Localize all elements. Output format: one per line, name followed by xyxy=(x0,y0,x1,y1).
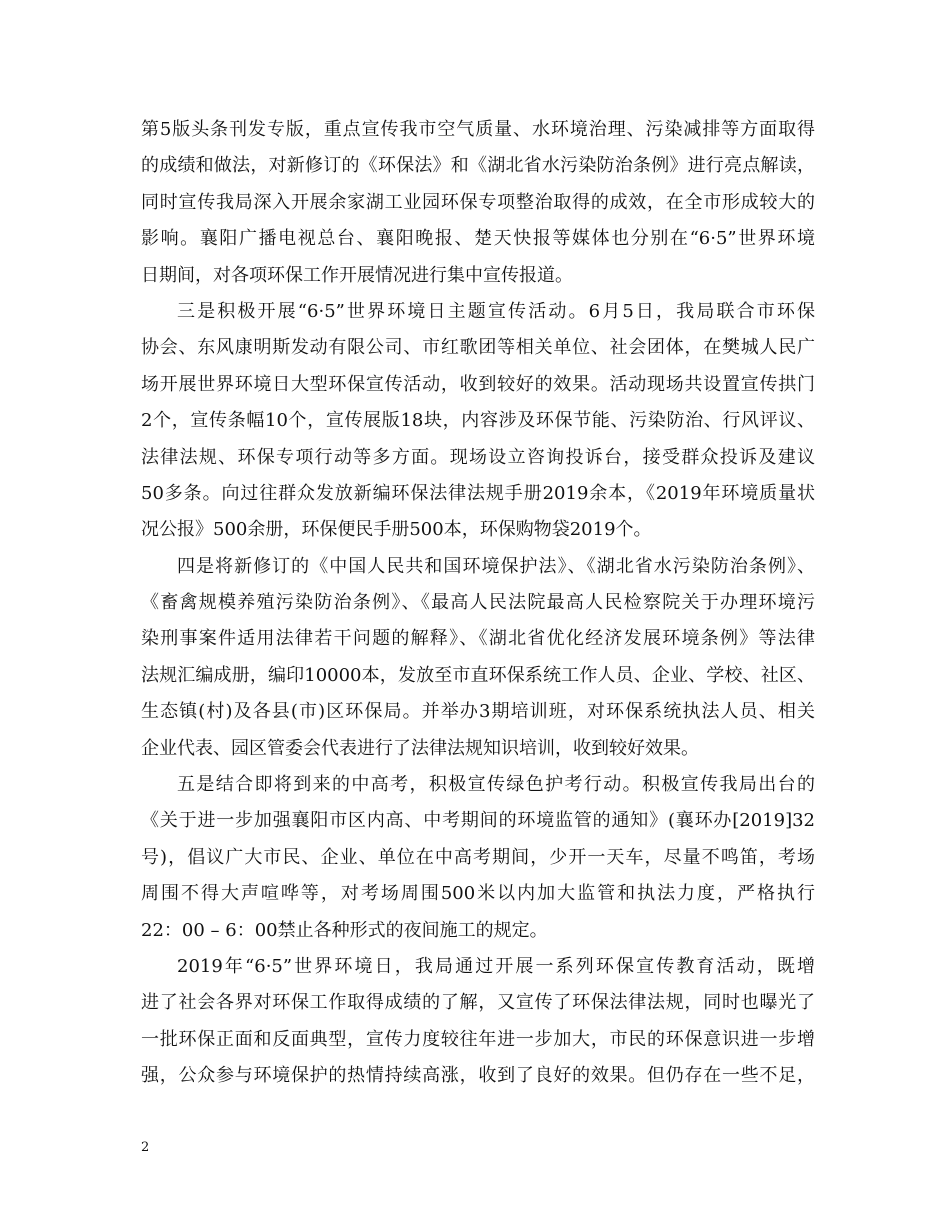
paragraph xyxy=(141,549,815,767)
text-line: 进了社会各界对环保工作取得成绩的了解，又宣传了环保法律法规，同时也曝光了 xyxy=(141,992,815,1014)
text-line: 况公报》500余册，环保便民手册500本，环保购物袋2019个。 xyxy=(141,519,652,541)
paragraph xyxy=(141,294,815,549)
text-line: 五是结合即将到来的中高考，积极宣传绿色护考行动。积极宣传我局出台的 xyxy=(177,774,815,796)
text-line: 法律法规、环保专项行动等多方面。现场设立咨询投诉台，接受群众投诉及建议 xyxy=(141,446,815,468)
text-line: 强，公众参与环境保护的热情持续高涨，收到了良好的效果。但仍存在一些不足， xyxy=(141,1065,815,1087)
paragraph xyxy=(141,949,815,1095)
text-line: 日期间，对各项环保工作开展情况进行集中宣传报道。 xyxy=(141,264,573,286)
paragraph xyxy=(141,767,815,949)
text-line: 法规汇编成册，编印10000本，发放至市直环保系统工作人员、企业、学校、社区、 xyxy=(141,664,815,686)
text-line: 一批环保正面和反面典型，宣传力度较往年进一步加大，市民的环保意识进一步增 xyxy=(141,1028,815,1050)
text-line: 企业代表、园区管委会代表进行了法律法规知识培训，收到较好效果。 xyxy=(141,737,699,759)
text-line: 2019年“6·5”世界环境日，我局通过开展一系列环保宣传教育活动，既增 xyxy=(177,955,815,977)
text-line: 四是将新修订的《中国人民共和国环境保护法》、《湖北省水污染防治条例》、 xyxy=(177,555,815,577)
text-line: 染刑事案件适用法律若干问题的解释》、《湖北省优化经济发展环境条例》等法律 xyxy=(141,628,815,650)
text-line: 号)，倡议广大市民、企业、单位在中高考期间，少开一天车，尽量不鸣笛，考场 xyxy=(141,846,815,868)
text-line: 影响。襄阳广播电视总台、襄阳晚报、楚天快报等媒体也分别在“6·5”世界环境 xyxy=(141,228,815,250)
text-line: 周围不得大声喧哗等，对考场周围500米以内加大监管和执法力度，严格执行 xyxy=(141,883,815,905)
text-line: 50多条。向过往群众发放新编环保法律法规手册2019余本，《2019年环境质量状 xyxy=(141,482,815,504)
text-line: 场开展世界环境日大型环保宣传活动，收到较好的效果。活动现场共设置宣传拱门 xyxy=(141,373,815,395)
text-line: 《畜禽规模养殖污染防治条例》、《最高人民法院最高人民检察院关于办理环境污 xyxy=(141,592,815,614)
text-line: 的成绩和做法，对新修订的《环保法》和《湖北省水污染防治条例》进行亮点解读， xyxy=(141,155,815,177)
text-line: 22：00 – 6：00禁止各种形式的夜间施工的规定。 xyxy=(141,919,548,941)
text-line: 2个，宣传条幅10个，宣传展版18块，内容涉及环保节能、污染防治、行风评议、 xyxy=(141,410,815,432)
text-line: 三是积极开展“6·5”世界环境日主题宣传活动。6月5日，我局联合市环保 xyxy=(177,300,815,322)
text-line: 第5版头条刊发专版，重点宣传我市空气质量、水环境治理、污染减排等方面取得 xyxy=(141,119,815,140)
page-number: 2 xyxy=(141,1140,150,1155)
text-line: 同时宣传我局深入开展余家湖工业园环保专项整治取得的成效，在全市形成较大的 xyxy=(141,191,815,213)
document-body xyxy=(141,112,815,1095)
text-line: 《关于进一步加强襄阳市区内高、中考期间的环境监管的通知》(襄环办[2019]32 xyxy=(141,810,815,832)
paragraph xyxy=(141,112,815,294)
text-line: 生态镇(村)及各县(市)区环保局。并举办3期培训班，对环保系统执法人员、相关 xyxy=(141,701,815,723)
text-line: 协会、东风康明斯发动有限公司、市红歌团等相关单位、社会团体，在樊城人民广 xyxy=(141,337,815,359)
